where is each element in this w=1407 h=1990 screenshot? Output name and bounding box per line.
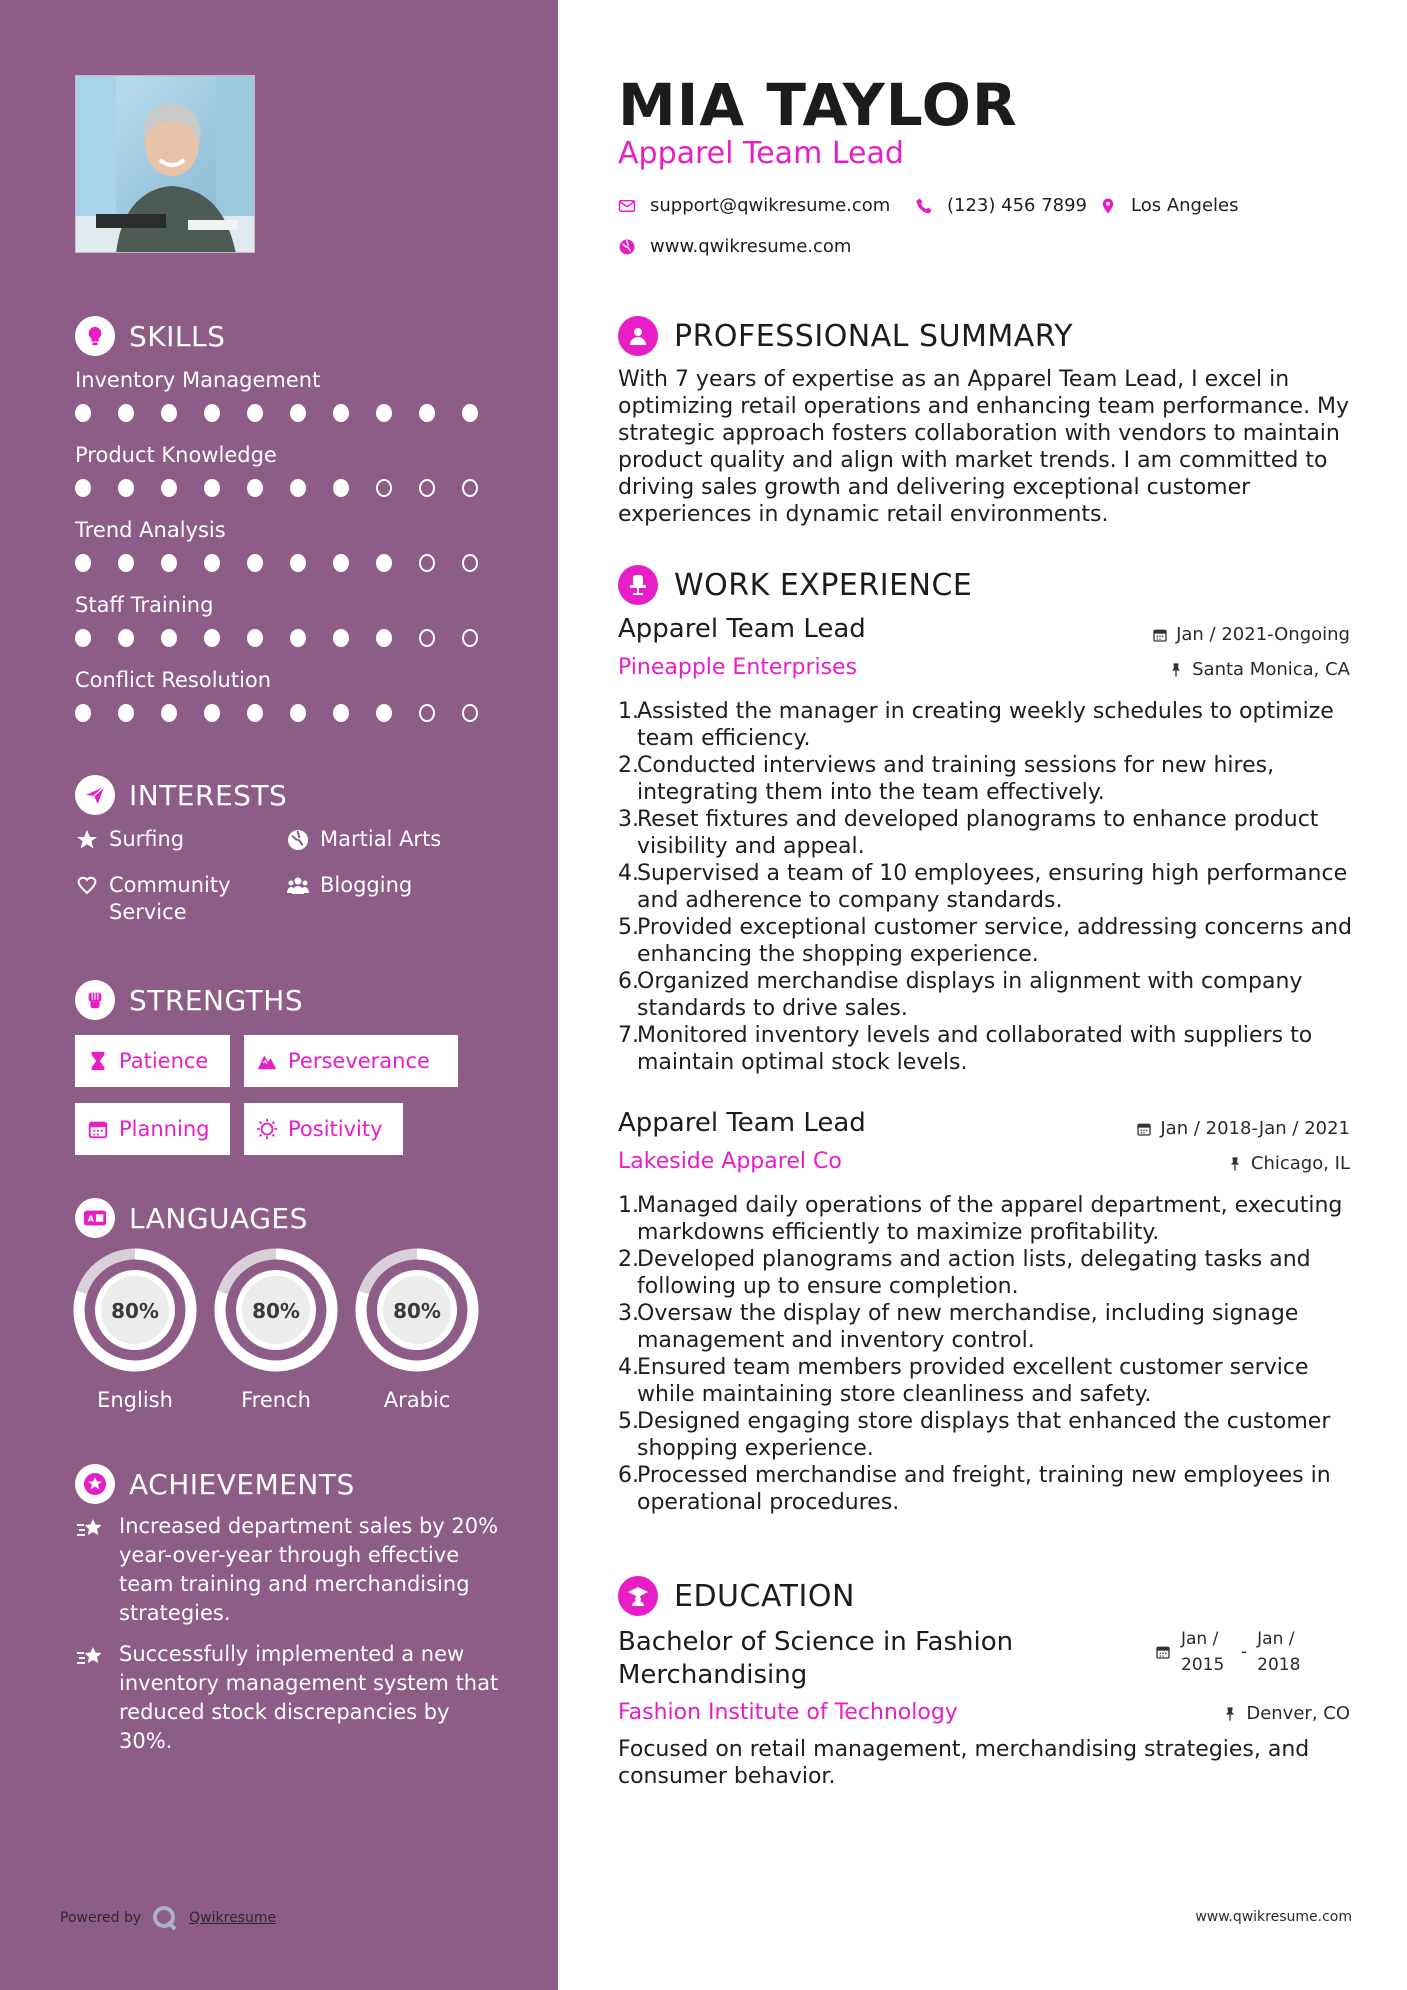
contact-location [1099, 195, 1239, 216]
sun-icon [256, 1118, 278, 1140]
interests-heading [75, 775, 287, 815]
rating-dot-filled [290, 479, 306, 497]
contact-website[interactable] [618, 236, 851, 257]
summary-text: With 7 years of expertise as an Apparel Team Lead, I excel in optimizing retail operations and enhancing team performance. My strategic approach fosters collaboration with vendors to maintain product quality and align with market trends. I am committed to driving sales growth and delivering exceptional customer experiences in dynamic retail environments. [618, 367, 1350, 527]
rating-dot-filled [75, 554, 91, 572]
summary-title: PROFESSIONAL SUMMARY [674, 318, 1074, 354]
qwikresume-logo-icon [151, 1905, 179, 1931]
skill-label: Conflict Resolution [75, 668, 272, 692]
qwikresume-link[interactable]: Qwikresume [189, 1910, 277, 1926]
raised-fist-icon [75, 980, 115, 1020]
bullet-number: 5. [618, 915, 639, 940]
skill-label: Inventory Management [75, 368, 321, 392]
skill-rating [75, 479, 505, 497]
rating-dot-filled [204, 704, 220, 722]
contact-email[interactable] [618, 195, 890, 216]
achievement-item [75, 1512, 505, 1628]
calendar-icon [87, 1118, 109, 1140]
skill-item [75, 443, 505, 497]
job-title: Apparel Team Lead [618, 614, 866, 644]
rating-dot-filled [247, 479, 263, 497]
rating-dot-filled [247, 404, 263, 422]
achievement-item [75, 1640, 505, 1756]
rating-dot-filled [204, 554, 220, 572]
rating-dot-filled [290, 554, 306, 572]
job-location [1168, 659, 1350, 680]
rating-dot-empty [462, 704, 478, 722]
rating-dot-filled [376, 404, 392, 422]
skills-heading [75, 316, 225, 356]
rating-dot-filled [419, 404, 435, 422]
bullet-number: 6. [618, 1463, 639, 1488]
rating-dot-filled [204, 479, 220, 497]
rating-dot-filled [290, 629, 306, 647]
rating-dot-filled [376, 629, 392, 647]
bullet-text: Organized merchandise displays in alignment with company standards to drive sales. [637, 969, 1303, 1021]
strength-chip [75, 1035, 230, 1087]
interest-label: Martial Arts [320, 827, 442, 851]
rating-dot-filled [75, 629, 91, 647]
lightbulb-icon [75, 316, 115, 356]
interest-item [75, 872, 275, 926]
bullet-number: 7. [618, 1023, 639, 1048]
rating-dot-empty [376, 479, 392, 497]
job-bullet [618, 1022, 1358, 1076]
job-bullet [618, 1354, 1358, 1408]
skill-rating [75, 404, 505, 422]
users-icon [286, 874, 310, 898]
job-bullets [618, 698, 1358, 1076]
rating-dot-filled [118, 479, 134, 497]
strength-chip [75, 1103, 230, 1155]
interest-label: Community Service [109, 873, 231, 924]
strength-label: Perseverance [288, 1049, 430, 1073]
rating-dot-filled [247, 704, 263, 722]
powered-by [60, 1905, 276, 1931]
skills-title: SKILLS [129, 319, 226, 353]
rating-dot-filled [247, 554, 263, 572]
school-name: Fashion Institute of Technology [618, 1700, 958, 1725]
location-text: Los Angeles [1131, 195, 1239, 216]
skill-rating [75, 629, 505, 647]
bullet-number: 3. [618, 807, 639, 832]
skill-item [75, 518, 505, 572]
rating-dot-filled [161, 554, 177, 572]
bullet-number: 2. [618, 753, 639, 778]
bullet-text: Monitored inventory levels and collaborated with suppliers to maintain optimal stock levels. [637, 1023, 1313, 1075]
skill-rating [75, 554, 505, 572]
pushpin-icon [1222, 1706, 1238, 1722]
interest-item [75, 826, 184, 853]
job-location-text: Santa Monica, CA [1192, 659, 1350, 680]
rating-dot-filled [333, 704, 349, 722]
rating-dot-filled [333, 479, 349, 497]
rating-dot-filled [161, 404, 177, 422]
job-bullet [618, 968, 1358, 1022]
interest-label: Surfing [109, 827, 185, 851]
interest-item [286, 872, 412, 899]
svg-text:A: A [87, 1213, 95, 1224]
rating-dot-empty [419, 554, 435, 572]
bullet-number: 3. [618, 1301, 639, 1326]
bullet-number: 6. [618, 969, 639, 994]
strength-chip [244, 1103, 403, 1155]
summary-heading [618, 316, 1073, 356]
rating-dot-filled [204, 404, 220, 422]
achievements-title: ACHIEVEMENTS [129, 1467, 355, 1501]
rating-dot-filled [462, 404, 478, 422]
bullet-text: Assisted the manager in creating weekly schedules to optimize team efficiency. [637, 699, 1334, 751]
education-text: Focused on retail management, merchandising strategies, and consumer behavior. [618, 1737, 1310, 1789]
rating-dot-empty [462, 554, 478, 572]
skill-rating [75, 704, 505, 722]
bullet-text: Conducted interviews and training sessions for new hires, integrating them into the team effectively. [637, 753, 1275, 805]
degree-title: Bachelor of Science in Fashion Merchandising [618, 1627, 1014, 1690]
rating-dot-filled [376, 554, 392, 572]
rating-dot-filled [161, 704, 177, 722]
rating-dot-filled [118, 404, 134, 422]
job-dates [1152, 624, 1350, 645]
education-dates [1155, 1626, 1307, 1678]
bullet-number: 1. [618, 1193, 639, 1218]
skill-item [75, 668, 505, 722]
interests-title: INTERESTS [129, 778, 288, 812]
skill-label: Product Knowledge [75, 443, 277, 467]
bullet-number: 2. [618, 1247, 639, 1272]
graduate-icon [618, 1576, 658, 1616]
skill-label: Trend Analysis [75, 518, 226, 542]
languages-heading [75, 1198, 308, 1238]
star-icon [75, 828, 99, 852]
education-location [1222, 1703, 1350, 1724]
rating-dot-filled [333, 404, 349, 422]
person-role: Apparel Team Lead [618, 136, 904, 171]
powered-by-label: Powered by [60, 1910, 142, 1926]
job-bullets [618, 1192, 1358, 1516]
strength-label: Patience [119, 1049, 209, 1073]
person-name: MIA TAYLOR [618, 71, 1018, 139]
job-bullet [618, 1246, 1358, 1300]
calendar-icon [1152, 627, 1168, 643]
mountain-icon [256, 1050, 278, 1072]
job-location [1227, 1153, 1350, 1174]
office-chair-icon [618, 565, 658, 605]
job-bullet [618, 1300, 1358, 1354]
job-dates-text: Jan / 2018-Jan / 2021 [1160, 1118, 1350, 1139]
rating-dot-filled [161, 629, 177, 647]
job-dates-text: Jan / 2021-Ongoing [1176, 624, 1350, 645]
rating-dot-filled [118, 629, 134, 647]
rating-dot-empty [419, 479, 435, 497]
rating-dot-filled [290, 404, 306, 422]
language-label: French [241, 1388, 311, 1412]
language-percent: 80% [393, 1299, 441, 1323]
strengths-heading [75, 980, 303, 1020]
main-content [558, 0, 1407, 1990]
email-text: support@qwikresume.com [650, 195, 891, 216]
bullet-text: Provided exceptional customer service, addressing concerns and enhancing the shopping experience. [637, 915, 1352, 967]
rating-dot-filled [161, 479, 177, 497]
language-item [73, 1248, 197, 1412]
bullet-text: Managed daily operations of the apparel department, executing markdowns efficiently to maximize profitability. [637, 1193, 1343, 1245]
bullet-number: 5. [618, 1409, 639, 1434]
rating-dot-filled [204, 629, 220, 647]
job-bullet [618, 698, 1358, 752]
rating-dot-filled [75, 479, 91, 497]
bullet-text: Processed merchandise and freight, training new employees in operational procedures. [637, 1463, 1331, 1515]
contact-phone[interactable] [915, 195, 1087, 216]
website-text: www.qwikresume.com [650, 236, 852, 257]
job-title: Apparel Team Lead [618, 1108, 866, 1138]
rating-dot-empty [419, 704, 435, 722]
language-percent: 80% [111, 1299, 159, 1323]
language-item [214, 1248, 338, 1412]
job-bullet [618, 1192, 1358, 1246]
hourglass-icon [87, 1050, 109, 1072]
shooting-star-icon [75, 1644, 105, 1670]
languages-title: LANGUAGES [129, 1201, 308, 1235]
education-end: Jan / 2018 [1257, 1629, 1301, 1675]
pushpin-icon [1168, 662, 1184, 678]
bullet-text: Ensured team members provided excellent customer service while maintaining store cleanliness and safety. [637, 1355, 1309, 1407]
interest-item [286, 826, 441, 853]
job-bullet [618, 914, 1358, 968]
heart-hand-icon [75, 874, 99, 898]
language-percent: 80% [252, 1299, 300, 1323]
strength-chip [244, 1035, 458, 1087]
achievement-text: Successfully implemented a new inventory management system that reduced stock discrepancies by 30%. [119, 1642, 499, 1753]
language-progress-ring [214, 1248, 338, 1372]
education-start: Jan / 2015 [1181, 1629, 1225, 1675]
phone-text: (123) 456 7899 [947, 195, 1088, 216]
job-bullet [618, 752, 1358, 806]
calendar-icon [1136, 1121, 1152, 1137]
rating-dot-empty [462, 479, 478, 497]
shooting-star-icon [75, 1516, 105, 1542]
rating-dot-empty [462, 629, 478, 647]
achievements-heading [75, 1464, 355, 1504]
strength-label: Positivity [288, 1117, 383, 1141]
bullet-number: 4. [618, 861, 639, 886]
job-bullet [618, 806, 1358, 860]
education-title: EDUCATION [674, 1578, 855, 1614]
interest-label: Blogging [320, 873, 413, 897]
language-icon [75, 1198, 115, 1238]
job-location-text: Chicago, IL [1250, 1153, 1350, 1174]
job-bullet [618, 1408, 1358, 1462]
strength-label: Planning [119, 1117, 210, 1141]
sidebar [0, 0, 558, 1990]
rating-dot-filled [247, 629, 263, 647]
education-location-text: Denver, CO [1246, 1703, 1350, 1724]
bullet-text: Oversaw the display of new merchandise, including signage management and inventory control. [637, 1301, 1299, 1353]
job-bullet [618, 860, 1358, 914]
phone-icon [915, 197, 933, 215]
job-bullet [618, 1462, 1358, 1516]
language-progress-ring [355, 1248, 479, 1372]
skill-label: Staff Training [75, 593, 214, 617]
experience-title: WORK EXPERIENCE [674, 567, 973, 603]
job-company: Lakeside Apparel Co [618, 1149, 842, 1174]
footer-website-link[interactable]: www.qwikresume.com [1195, 1909, 1352, 1925]
experience-heading [618, 565, 972, 605]
job-company: Pineapple Enterprises [618, 655, 858, 680]
envelope-icon [618, 197, 636, 215]
skill-item [75, 593, 505, 647]
rating-dot-filled [118, 554, 134, 572]
date-separator: - [1241, 1642, 1248, 1662]
skill-item [75, 368, 505, 422]
globe-icon [286, 828, 310, 852]
rating-dot-empty [419, 629, 435, 647]
language-progress-ring [73, 1248, 197, 1372]
calendar-icon [1155, 1644, 1171, 1660]
achievement-text: Increased department sales by 20% year-over-year through effective team training and merchandising strategies. [119, 1514, 499, 1625]
strengths-title: STRENGTHS [129, 983, 304, 1017]
paper-plane-icon [75, 775, 115, 815]
bullet-text: Developed planograms and action lists, delegating tasks and following up to ensure completion. [637, 1247, 1311, 1299]
rating-dot-filled [333, 554, 349, 572]
language-item [355, 1248, 479, 1412]
bullet-number: 4. [618, 1355, 639, 1380]
rating-dot-filled [290, 704, 306, 722]
bullet-number: 1. [618, 699, 639, 724]
job-dates [1136, 1118, 1350, 1139]
pushpin-icon [1227, 1156, 1243, 1172]
rating-dot-filled [118, 704, 134, 722]
bullet-text: Designed engaging store displays that enhanced the customer shopping experience. [637, 1409, 1331, 1461]
rating-dot-filled [376, 704, 392, 722]
education-heading [618, 1576, 855, 1616]
rating-dot-filled [75, 704, 91, 722]
language-label: English [97, 1388, 173, 1412]
language-label: Arabic [383, 1388, 451, 1412]
rating-dot-filled [75, 404, 91, 422]
map-pin-icon [1099, 197, 1117, 215]
bullet-text: Supervised a team of 10 employees, ensuring high performance and adherence to company standards. [637, 861, 1348, 913]
bullet-text: Reset fixtures and developed planograms to enhance product visibility and appeal. [637, 807, 1319, 859]
user-icon [618, 316, 658, 356]
star-badge-icon [75, 1464, 115, 1504]
profile-photo [75, 75, 255, 253]
globe-icon [618, 238, 636, 256]
rating-dot-filled [333, 629, 349, 647]
